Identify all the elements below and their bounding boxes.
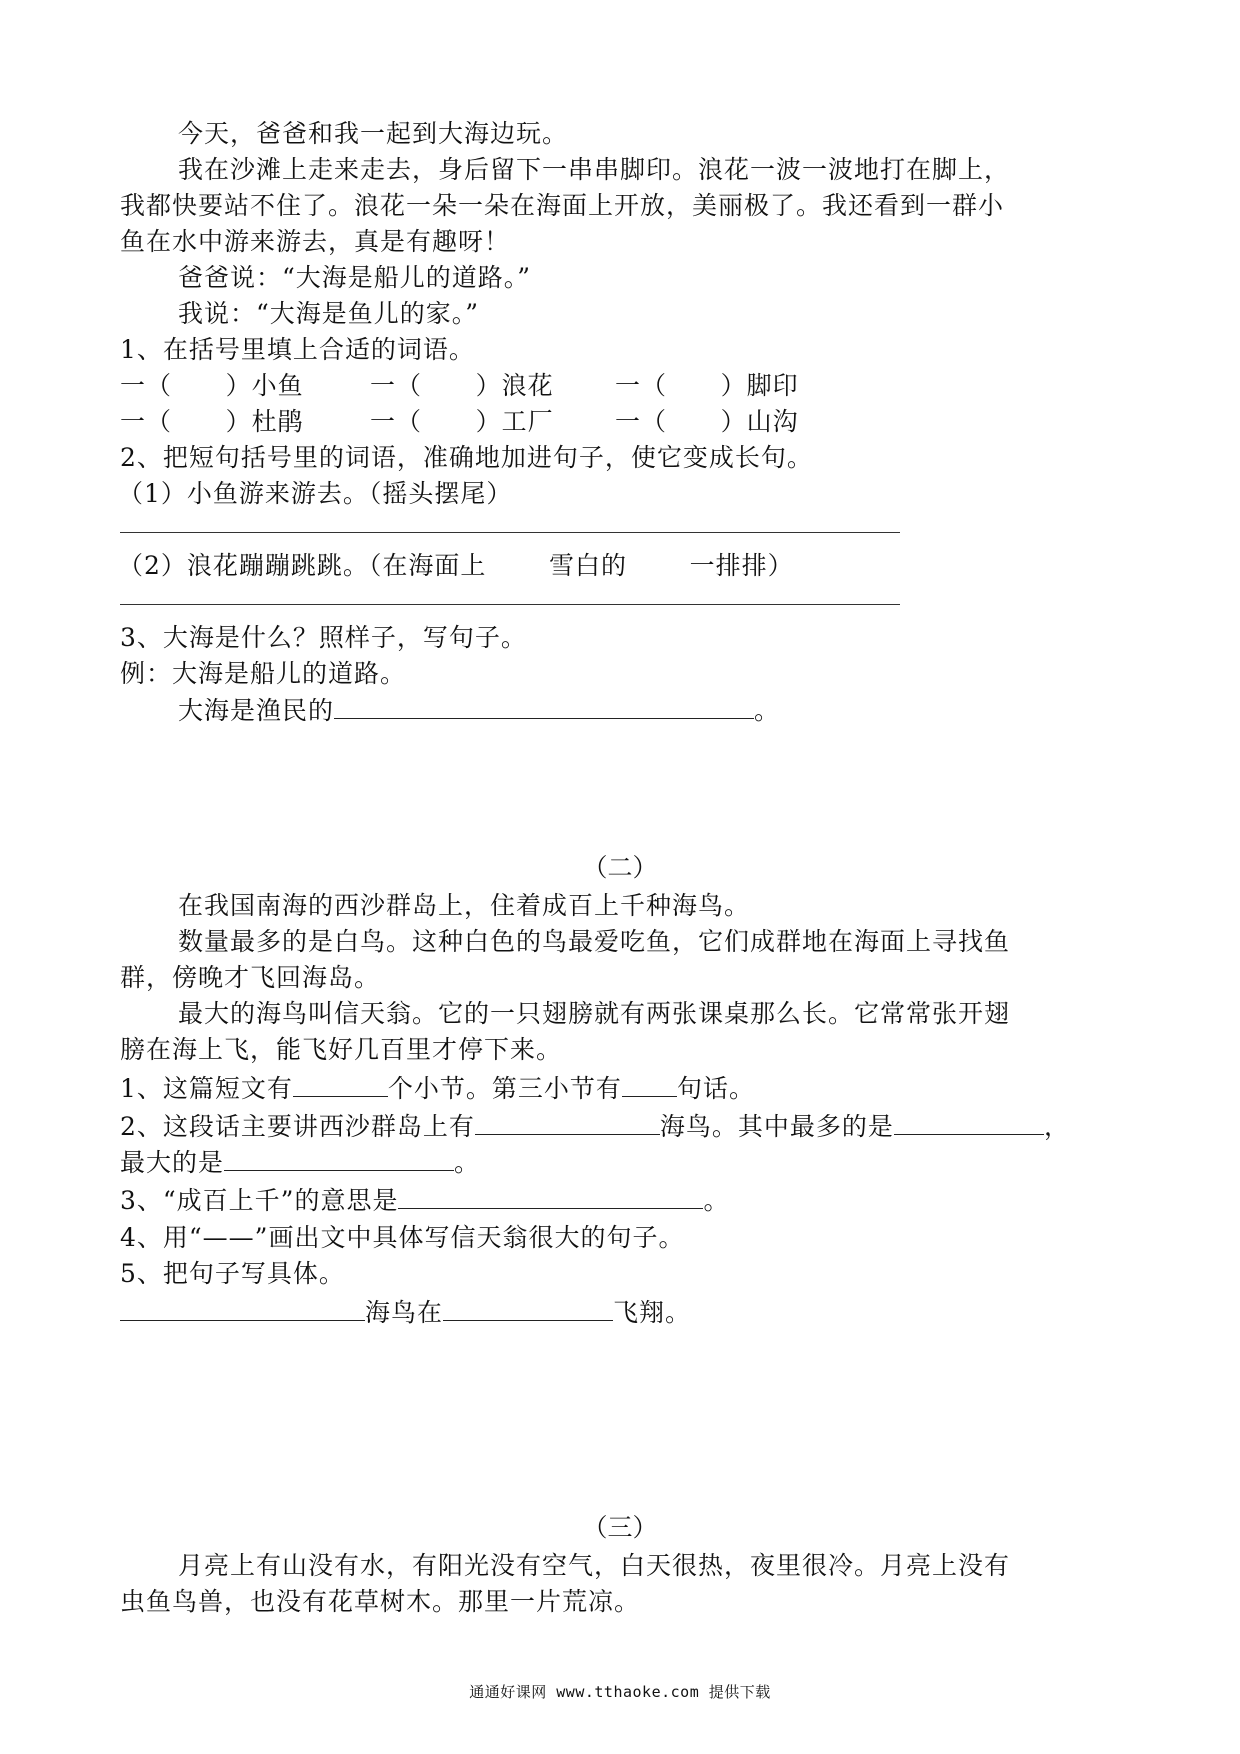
q1-title: 1、在括号里填上合适的词语。 [120, 335, 475, 364]
section2-p1: 在我国南海的西沙群岛上，住着成百上千种海鸟。 [178, 891, 751, 920]
q1-row2-item2: 一（ ）工厂 [370, 407, 554, 436]
section2-q5-text-a: 海鸟在 [365, 1298, 444, 1327]
section2-q5-text-b: 飞翔。 [613, 1298, 692, 1327]
section2-q5-fill [120, 1294, 691, 1331]
passage1-p2c: 鱼在水中游来游去，真是有趣呀！ [120, 227, 511, 256]
section2-q1-text-a: 1、这篇短文有 [120, 1074, 293, 1103]
section2-p2a: 数量最多的是白鸟。这种白色的鸟最爱吃鱼，它们成群地在海面上寻找鱼 [178, 927, 1011, 956]
section2-q2-blank-3[interactable] [224, 1144, 454, 1171]
q1-row2-item1: 一（ ）杜鹃 [120, 407, 304, 436]
section3-heading: （三） [582, 1513, 658, 1542]
q2-answer-line-2[interactable] [120, 604, 900, 605]
section2-q2-text-e: 。 [454, 1148, 481, 1177]
passage1-p3: 爸爸说：“大海是船儿的道路。” [178, 263, 532, 292]
section2-q2-text-a: 2、这段话主要讲西沙群岛上有 [120, 1112, 475, 1141]
q1-row2-item3: 一（ ）山沟 [615, 407, 799, 436]
section2-q1 [120, 1070, 755, 1107]
section2-p3a: 最大的海鸟叫信天翁。它的一只翅膀就有两张课桌那么长。它常常张开翅 [178, 999, 1011, 1028]
section2-q2-text-d: 最大的是 [120, 1148, 225, 1177]
section2-q1-blank-1[interactable] [293, 1070, 388, 1097]
q1-row1-item3: 一（ ）脚印 [615, 371, 799, 400]
q3-prompt-start: 大海是渔民的 [178, 696, 335, 725]
section3-p1b: 虫鱼鸟兽，也没有花草树木。那里一片荒凉。 [120, 1587, 641, 1616]
section2-q3-text-b: 。 [703, 1186, 730, 1215]
passage1-p2b: 我都快要站不住了。浪花一朵一朵在海面上开放，美丽极了。我还看到一群小 [120, 191, 1005, 220]
q1-row1-item2: 一（ ）浪花 [370, 371, 554, 400]
q2-item2: （2）浪花蹦蹦跳跳。（在海面上 雪白的 一排排） [118, 551, 794, 580]
section2-q5-blank-1[interactable] [120, 1294, 365, 1321]
q3-title: 3、大海是什么？照样子，写句子。 [120, 623, 527, 652]
q3-prompt [178, 692, 780, 729]
q2-answer-line-1[interactable] [120, 532, 900, 533]
section2-q2-cont [120, 1144, 480, 1181]
section2-q1-text-c: 句话。 [676, 1074, 755, 1103]
section2-q2 [120, 1108, 1070, 1145]
q2-title: 2、把短句括号里的词语，准确地加进句子，使它变成长句。 [120, 443, 813, 472]
section2-q2-blank-1[interactable] [475, 1108, 660, 1135]
section2-q3 [120, 1182, 729, 1219]
section3-p1a: 月亮上有山没有水，有阳光没有空气，白天很热，夜里很冷。月亮上没有 [178, 1551, 1011, 1580]
section2-q4: 4、用“——”画出文中具体写信天翁很大的句子。 [120, 1223, 685, 1252]
passage1-p1: 今天，爸爸和我一起到大海边玩。 [178, 119, 569, 148]
section2-p2b: 群，傍晚才飞回海岛。 [120, 963, 381, 992]
q3-prompt-end: 。 [754, 696, 781, 725]
q3-answer-blank[interactable] [334, 692, 754, 719]
section2-q3-blank[interactable] [398, 1182, 703, 1209]
section2-q5: 5、把句子写具体。 [120, 1259, 345, 1288]
section2-heading: （二） [582, 853, 658, 882]
section2-q1-blank-2[interactable] [622, 1070, 677, 1097]
passage1-p4: 我说：“大海是鱼儿的家。” [178, 299, 480, 328]
section2-q3-text-a: 3、“成百上千”的意思是 [120, 1186, 399, 1215]
passage1-p2a: 我在沙滩上走来走去，身后留下一串串脚印。浪花一波一波地打在脚上， [178, 155, 1011, 184]
section2-p3b: 膀在海上飞，能飞好几百里才停下来。 [120, 1035, 563, 1064]
section2-q1-text-b: 个小节。第三小节有 [387, 1074, 622, 1103]
q1-row1-item1: 一（ ）小鱼 [120, 371, 304, 400]
section2-q5-blank-2[interactable] [443, 1294, 613, 1321]
q2-item1: （1）小鱼游来游去。（摇头摆尾） [118, 479, 513, 508]
section2-q2-text-c: ， [1043, 1112, 1070, 1141]
section2-q2-text-b: 海鸟。其中最多的是 [659, 1112, 894, 1141]
footer-text: 通通好课网 www.tthaoke.com 提供下载 [469, 1683, 771, 1701]
section2-q2-blank-2[interactable] [894, 1108, 1044, 1135]
q3-example: 例：大海是船儿的道路。 [120, 659, 407, 688]
